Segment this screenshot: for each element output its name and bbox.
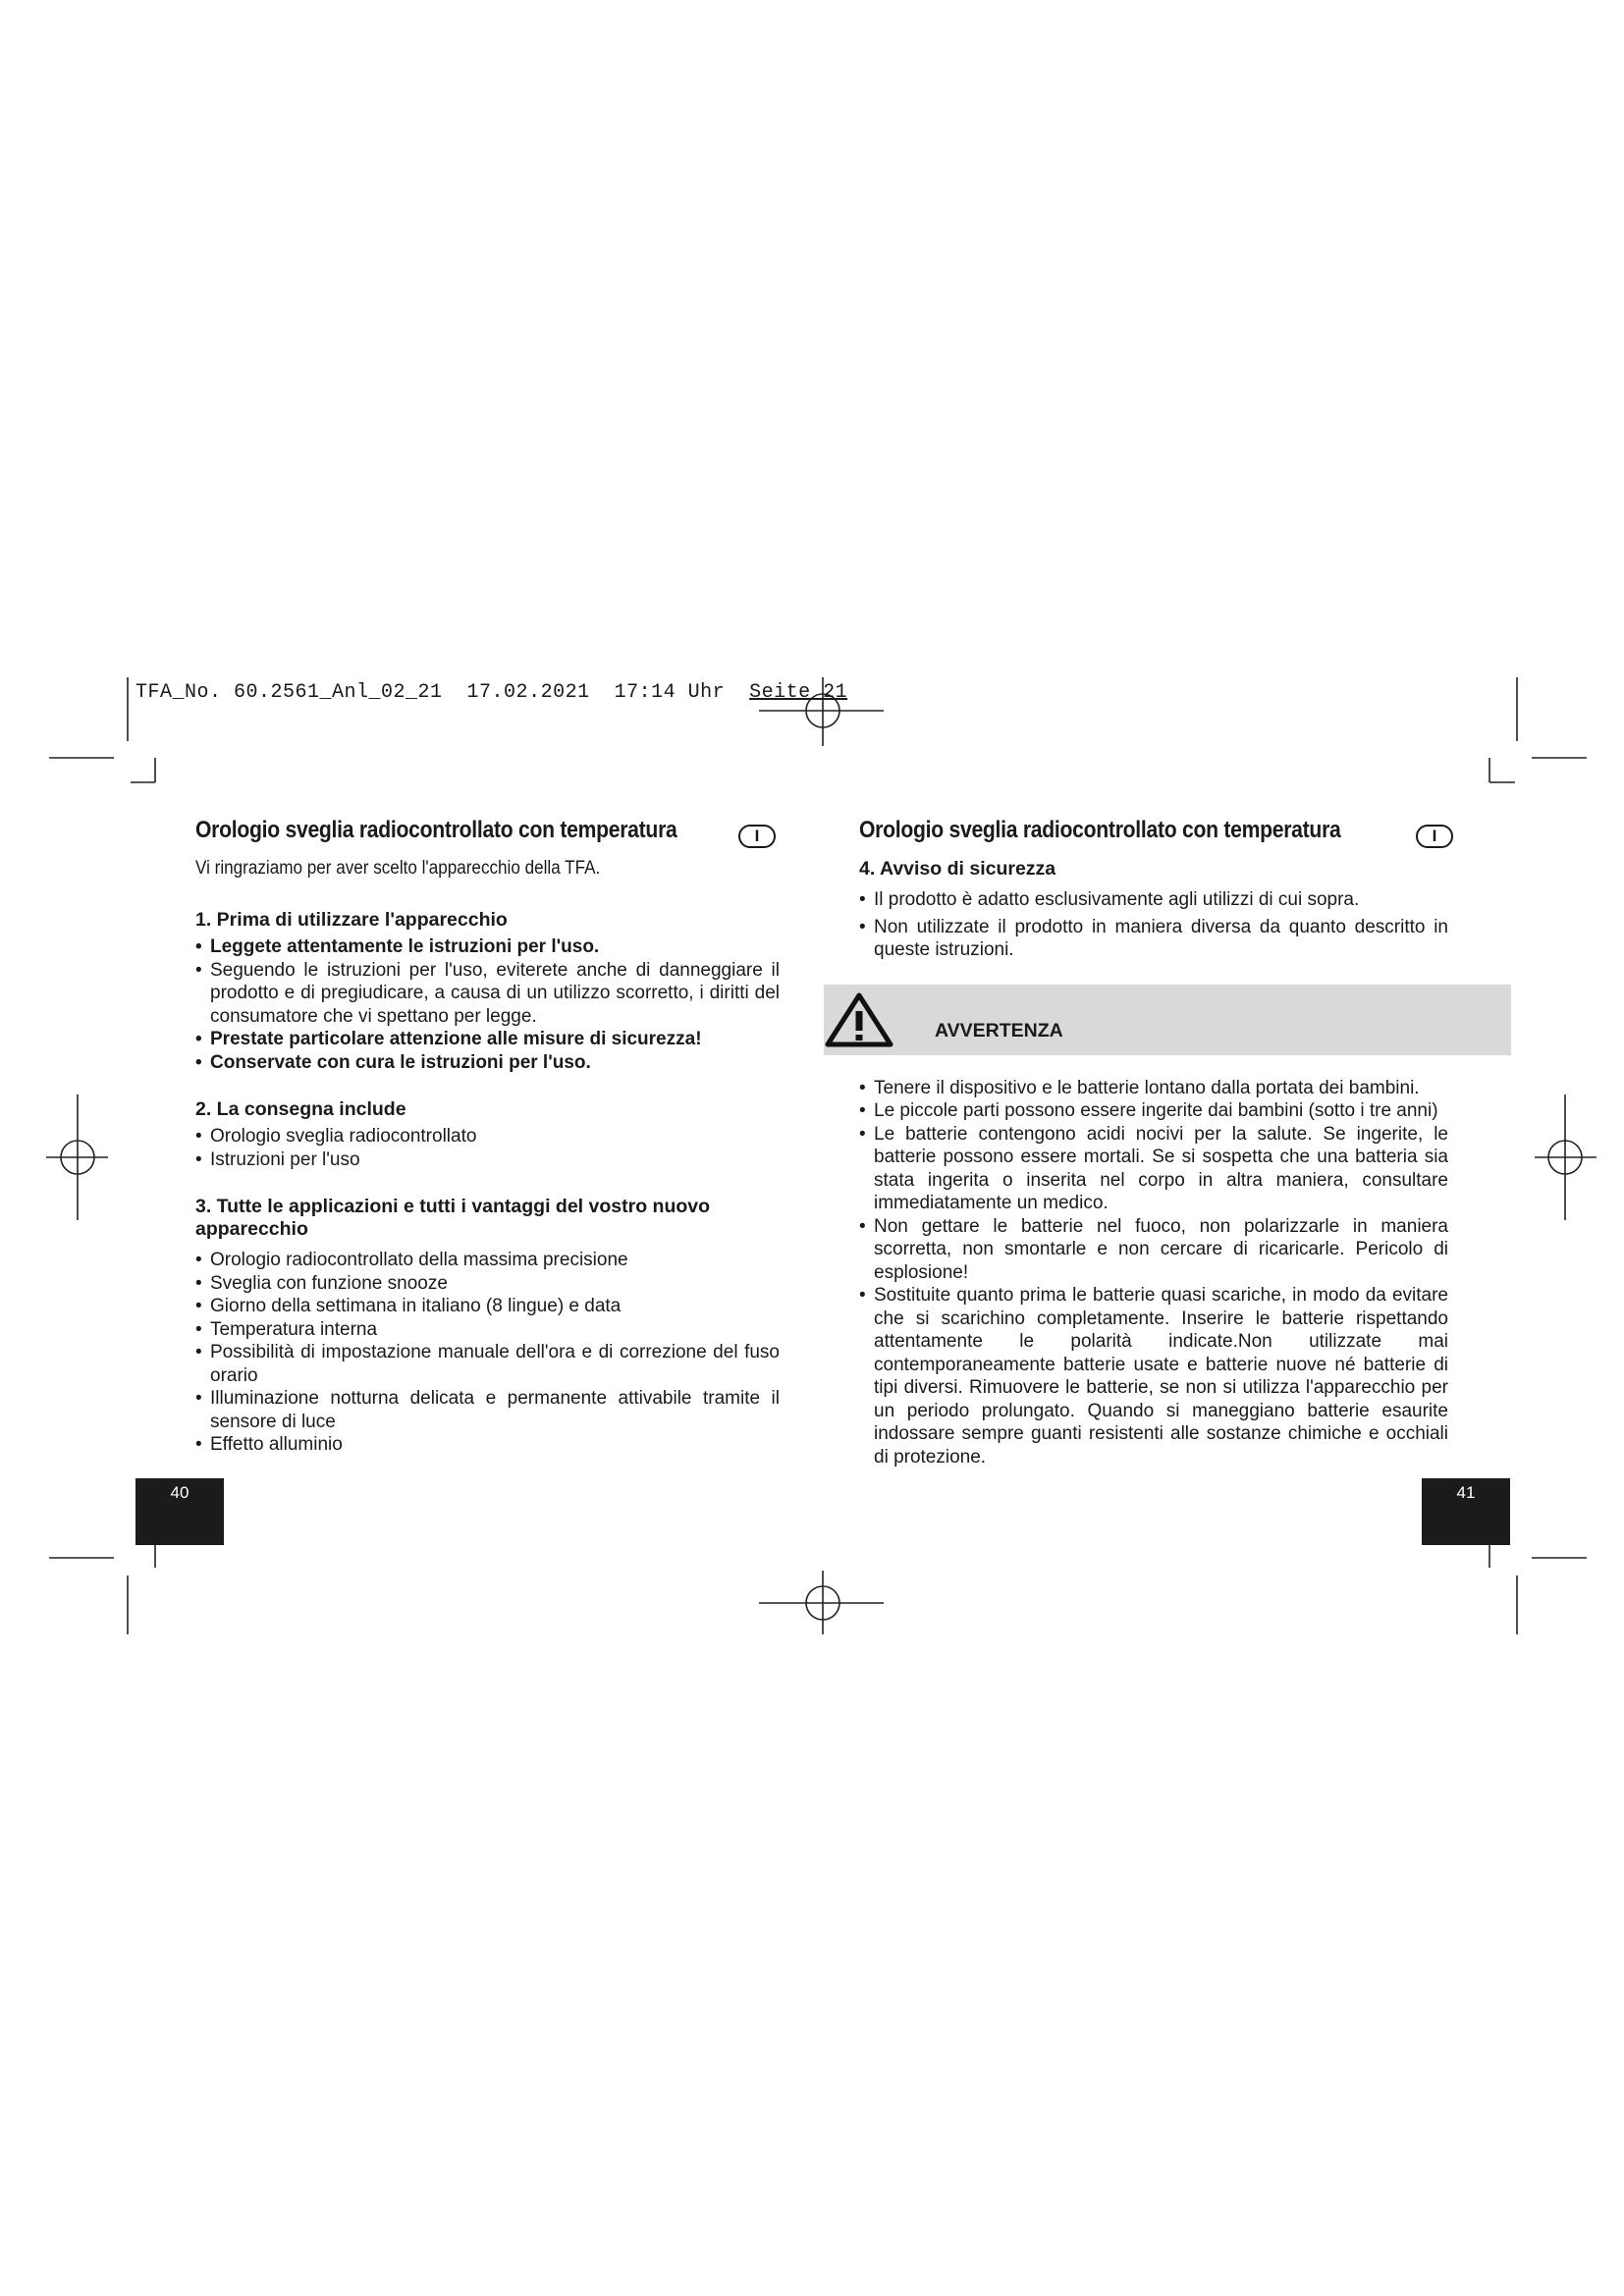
list-item: • Orologio sveglia radiocontrollato bbox=[195, 1125, 780, 1148]
list-item: • Effetto alluminio bbox=[195, 1433, 780, 1457]
list-item: • Le piccole parti possono essere ingerite dai bambini (sotto i tre anni) bbox=[859, 1099, 1448, 1123]
section-heading-1: 1. Prima di utilizzare l'apparecchio bbox=[195, 909, 508, 931]
section-heading-4: 4. Avviso di sicurezza bbox=[859, 858, 1056, 880]
list-item: • Illuminazione notturna delicata e permanente attivabile tramite il sensore di luce bbox=[195, 1387, 780, 1433]
list-item: • Le batterie contengono acidi nocivi per la salute. Se ingerite, le batterie possono essere mortali. Se si sospetta che una batteria sia stata ingerita o inserita nel corpo in altra maniera, consultare immediatamente un medico. bbox=[859, 1123, 1448, 1215]
list-item: • Prestate particolare attenzione alle misure di sicurezza! bbox=[195, 1028, 780, 1051]
section-1-list bbox=[195, 935, 780, 1074]
warning-title: AVVERTENZA bbox=[935, 1020, 1063, 1041]
section-4-list bbox=[859, 888, 1448, 962]
print-slug-page: Seite 21 bbox=[749, 681, 848, 704]
section-2-list bbox=[195, 1125, 780, 1171]
list-item: • Leggete attentamente le istruzioni per l'uso. bbox=[195, 935, 780, 959]
page-title: Orologio sveglia radiocontrollato con temperatura bbox=[195, 817, 677, 843]
left-page bbox=[195, 817, 780, 1457]
list-item: • Temperatura interna bbox=[195, 1318, 780, 1342]
warning-triangle-icon bbox=[824, 991, 918, 1050]
page-title: Orologio sveglia radiocontrollato con temperatura bbox=[859, 817, 1341, 843]
list-item: • Orologio radiocontrollato della massima precisione bbox=[195, 1249, 780, 1272]
list-item: • Seguendo le istruzioni per l'uso, eviterete anche di danneggiare il prodotto e di pregiudicare, a causa di un utilizzo scorretto, i diritti del consumatore che vi spettano per legge. bbox=[195, 959, 780, 1029]
list-item: • Il prodotto è adatto esclusivamente agli utilizzi di cui sopra. bbox=[859, 888, 1448, 912]
list-item: • Tenere il dispositivo e le batterie lontano dalla portata dei bambini. bbox=[859, 1077, 1448, 1100]
list-item: • Non utilizzate il prodotto in maniera diversa da quanto descritto in queste istruzioni. bbox=[859, 916, 1448, 962]
list-item: • Sveglia con funzione snooze bbox=[195, 1272, 780, 1296]
page-number: 41 bbox=[1422, 1478, 1510, 1545]
intro-text: Vi ringraziamo per aver scelto l'apparecchio della TFA. bbox=[195, 858, 601, 879]
print-slug-text: TFA_No. 60.2561_Anl_02_21 17.02.2021 17:14 Uhr bbox=[135, 681, 750, 704]
language-badge: I bbox=[1416, 825, 1453, 848]
right-page bbox=[859, 817, 1448, 1468]
language-badge: I bbox=[738, 825, 776, 848]
list-item: • Istruzioni per l'uso bbox=[195, 1148, 780, 1172]
list-item: • Giorno della settimana in italiano (8 lingue) e data bbox=[195, 1295, 780, 1318]
list-item: • Non gettare le batterie nel fuoco, non polarizzarle in maniera scorretta, non smontarle e non cercare di ricaricarle. Pericolo di esplosione! bbox=[859, 1215, 1448, 1285]
page-number: 40 bbox=[135, 1478, 224, 1545]
warning-list bbox=[859, 1077, 1448, 1469]
section-heading-2: 2. La consegna include bbox=[195, 1098, 406, 1120]
section-heading-3: 3. Tutte le applicazioni e tutti i vantaggi del vostro nuovo apparecchio bbox=[195, 1196, 711, 1240]
list-item: • Possibilità di impostazione manuale dell'ora e di correzione del fuso orario bbox=[195, 1341, 780, 1387]
section-3-list bbox=[195, 1249, 780, 1457]
list-item: • Sostituite quanto prima le batterie quasi scariche, in modo da evitare che si scarichino completamente. Inserire le batterie rispettando attentamente le polarità indicate.Non utilizzate mai contemporaneamente batterie usate e batterie nuove né batterie di tipi diversi. Rimuovere le batterie, se non si utilizza l'apparecchio per un periodo prolungato. Quando si maneggiano batterie esaurite indossare sempre guanti resistenti alle sostanze chimiche e occhiali di protezione. bbox=[859, 1284, 1448, 1468]
warning-band bbox=[824, 985, 1511, 1055]
print-slug-header bbox=[135, 681, 847, 704]
list-item: • Conservate con cura le istruzioni per l'uso. bbox=[195, 1051, 780, 1075]
